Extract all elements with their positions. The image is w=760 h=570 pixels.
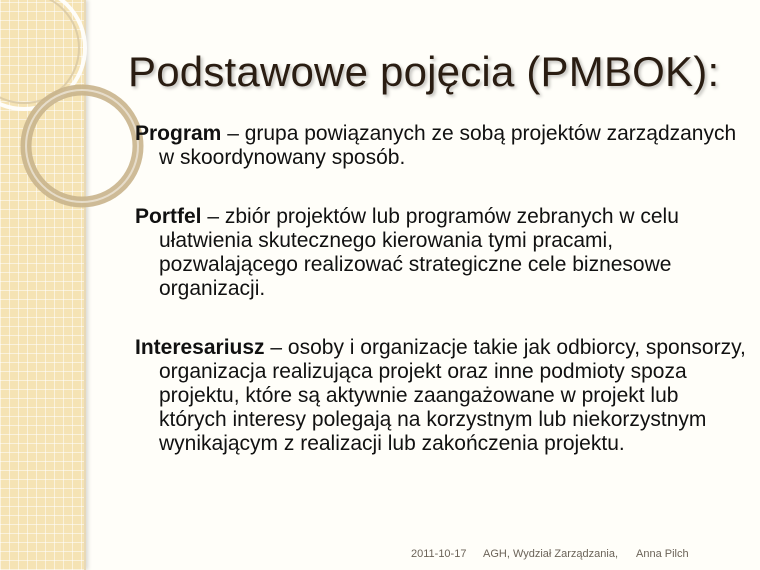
definition-text-interesariusz: – osoby i organizacje takie jak odbiorcy, sponsorzy, organizacja realizująca projekt oraz inne podmioty spoza projektu, które są aktywnie zaangażowane w projekt lub których interesy polegają na korzystnym lub niekorzystnym wynikającym z realizacji lub zakończenia projektu. (159, 336, 746, 455)
definition-portfel (135, 205, 747, 301)
definition-interesariusz (135, 336, 747, 456)
term-interesariusz: Interesariusz (135, 336, 265, 359)
decorative-side-panel (0, 0, 86, 570)
term-program: Program (135, 122, 222, 145)
definitions-list (135, 122, 747, 456)
footer-date: 2011-10-17 (411, 548, 467, 560)
footer-author: Anna Pilch (636, 548, 689, 560)
footer-organization: AGH, Wydział Zarządzania, (483, 548, 619, 560)
slide-title: Podstawowe pojęcia (PMBOK): (128, 48, 720, 95)
definition-text-program: – grupa powiązanych ze sobą projektów zarządzanych w skoordynowany sposób. (159, 122, 737, 169)
definition-program (135, 122, 747, 170)
definition-text-portfel: – zbiór projektów lub programów zebranych w celu ułatwienia skutecznego kierowania tymi pracami, pozwalającego realizować strategiczne cele biznesowe organizacji. (159, 205, 679, 300)
term-portfel: Portfel (135, 205, 202, 228)
